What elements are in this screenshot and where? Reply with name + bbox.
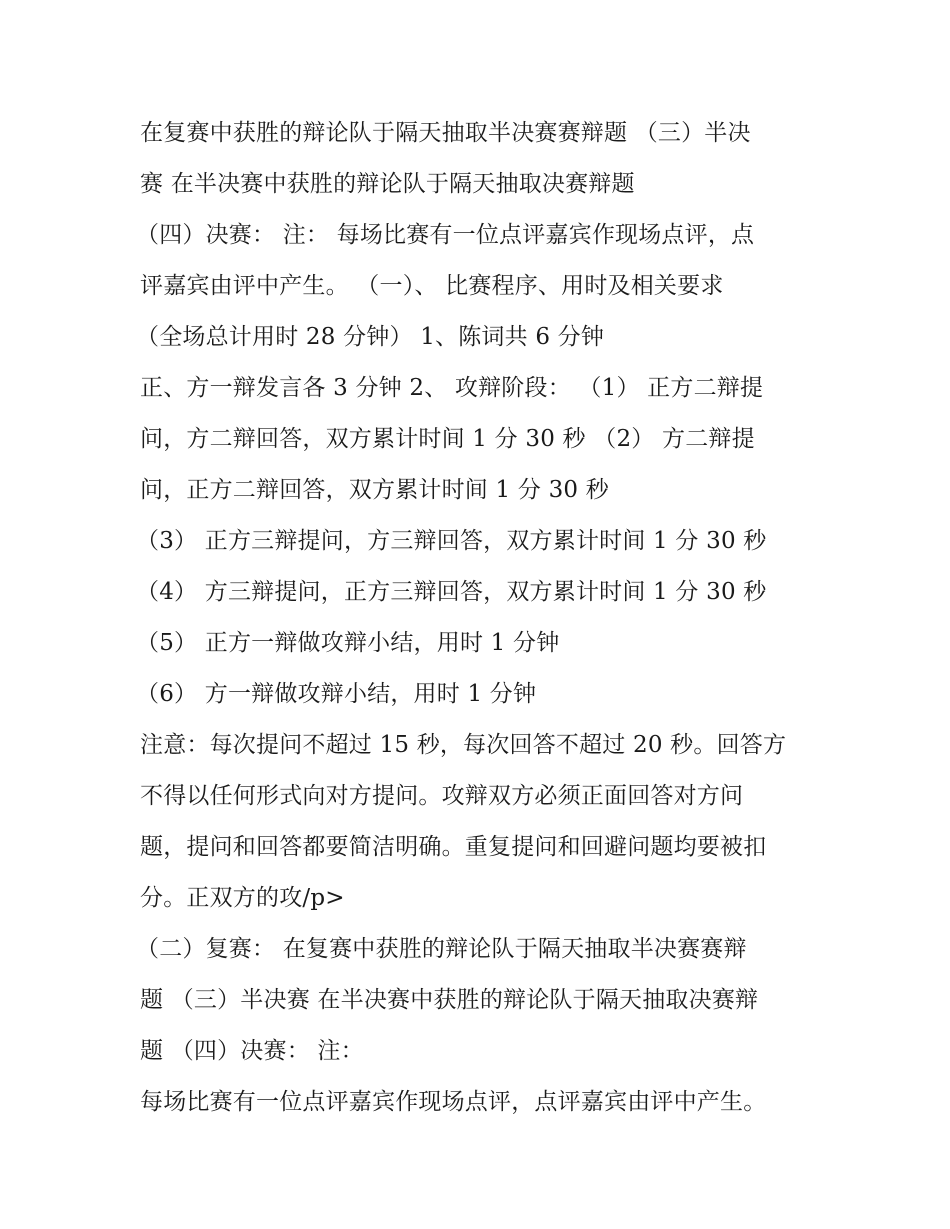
- text-line: （6） 方一辩做攻辩小结，用时 1 分钟: [136, 681, 537, 707]
- text-line: 正、方一辩发言各 3 分钟 2、 攻辩阶段： （1） 正方二辩提: [140, 375, 764, 401]
- text-line: 分。正双方的攻/p>: [140, 885, 345, 911]
- text-line: （二）复赛： 在复赛中获胜的辩论队于隔天抽取半决赛赛辩: [136, 936, 747, 962]
- text-line: 赛 在半决赛中获胜的辩论队于隔天抽取决赛辩题: [140, 171, 635, 197]
- text-line: 每场比赛有一位点评嘉宾作现场点评，点评嘉宾由评中产生。: [140, 1089, 767, 1115]
- text-line: 在复赛中获胜的辩论队于隔天抽取半决赛赛辩题 （三）半决: [140, 120, 751, 146]
- text-line: （3） 正方三辩提问，方三辩回答，双方累计时间 1 分 30 秒: [136, 528, 767, 554]
- text-line: 问，方二辩回答，双方累计时间 1 分 30 秒 （2） 方二辩提: [140, 426, 755, 452]
- text-line: （四）决赛： 注： 每场比赛有一位点评嘉宾作现场点评，点: [136, 222, 755, 248]
- text-line: 题，提问和回答都要简洁明确。重复提问和回避问题均要被扣: [140, 834, 767, 860]
- text-line: 题 （四）决赛： 注：: [140, 1038, 364, 1064]
- text-line: 注意：每次提问不超过 15 秒，每次回答不超过 20 秒。回答方: [140, 732, 787, 758]
- document-body: [136, 108, 830, 1128]
- text-line: （全场总计用时 28 分钟） 1、陈词共 6 分钟: [136, 324, 605, 350]
- text-line: （5） 正方一辩做攻辩小结，用时 1 分钟: [136, 630, 560, 656]
- text-line: 题 （三）半决赛 在半决赛中获胜的辩论队于隔天抽取决赛辩: [140, 987, 759, 1013]
- text-line: 问，正方二辩回答，双方累计时间 1 分 30 秒: [140, 477, 609, 503]
- text-line: 不得以任何形式向对方提问。攻辩双方必须正面回答对方问: [140, 783, 744, 809]
- text-line: 评嘉宾由评中产生。 （一）、 比赛程序、用时及相关要求: [140, 273, 724, 299]
- text-line: （4） 方三辩提问，正方三辩回答，双方累计时间 1 分 30 秒: [136, 579, 767, 605]
